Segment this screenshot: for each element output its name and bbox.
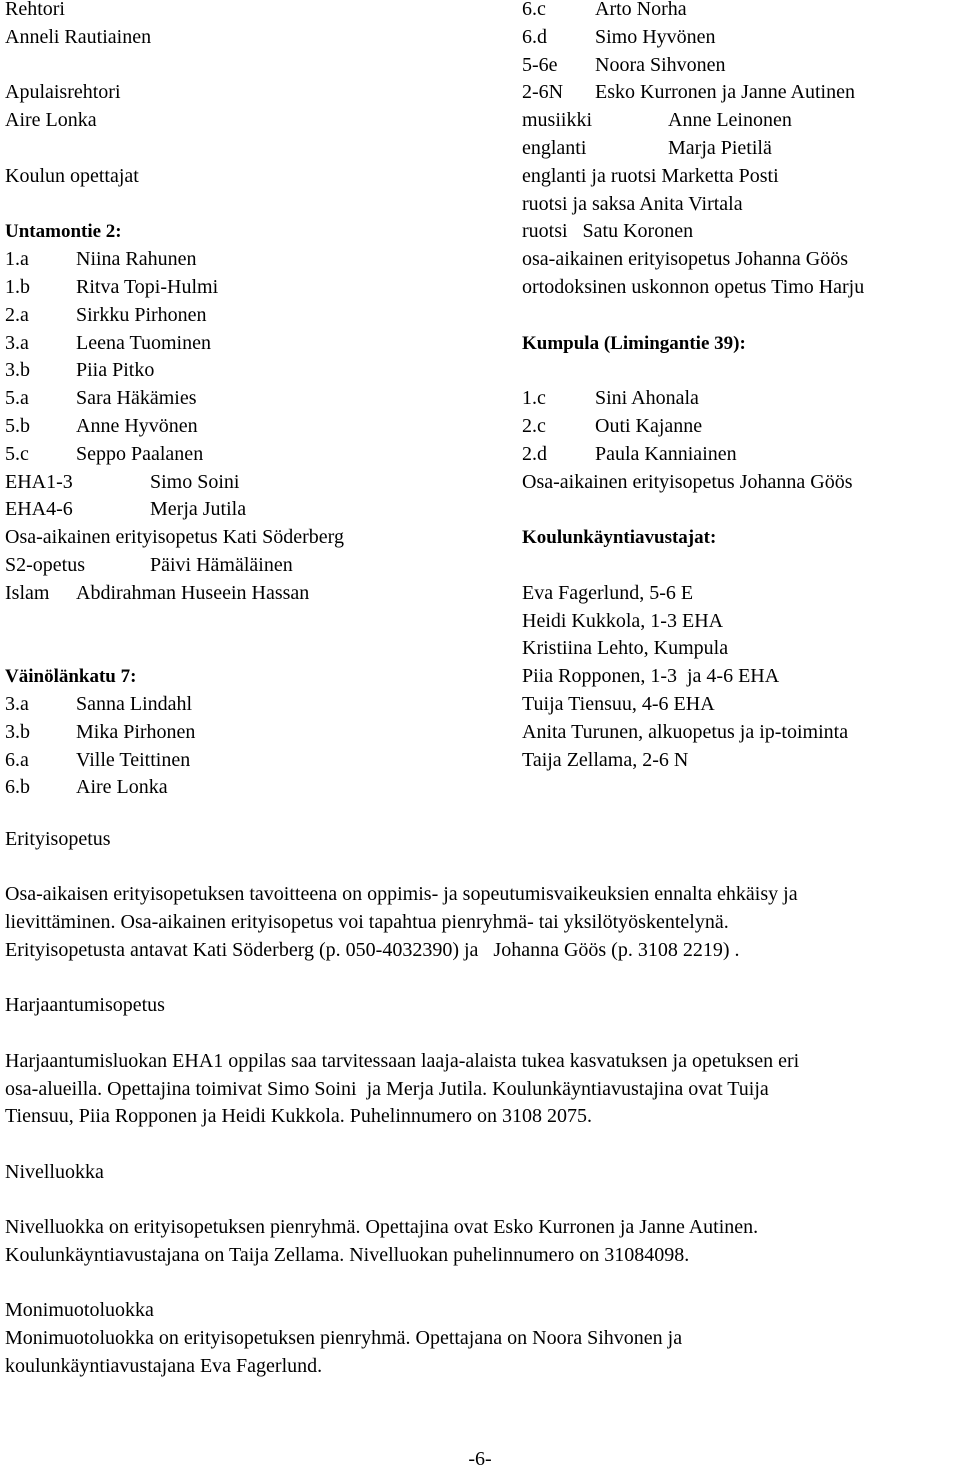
section-title-nivelluokka: Nivelluokka [5, 1160, 104, 1183]
list-item: englanti Marja Pietilä [522, 136, 772, 159]
list-item: Kristiina Lehto, Kumpula [522, 637, 729, 660]
list-item: 2.c Outi Kajanne [522, 414, 703, 437]
list-item: Piia Ropponen, 1-3 ja 4-6 EHA [522, 665, 780, 688]
list-item: Eva Fagerlund, 5-6 E [522, 581, 694, 604]
paragraph-line: Erityisopetusta antavat Kati Söderberg (p. 050-4032390) ja Johanna Göös (p. 3108 2219) . [5, 938, 740, 961]
paragraph-line: osa-alueilla. Opettajina toimivat Simo Soini ja Merja Jutila. Koulunkäyntiavustajina ovat Tuija [5, 1077, 769, 1100]
list-item: ortodoksinen uskonnon opetus Timo Harju [522, 275, 865, 298]
list-item: Osa-aikainen erityisopetus Johanna Göös [522, 470, 853, 493]
list-item: osa-aikainen erityisopetus Johanna Göös [522, 248, 849, 271]
list-item: englanti ja ruotsi Marketta Posti [522, 164, 779, 187]
list-item: 1.a Niina Rahunen [5, 248, 197, 271]
list-item: 2.a Sirkku Pirhonen [5, 303, 207, 326]
left-column [5, 0, 505, 802]
list-item: ruotsi Satu Koronen [522, 220, 694, 243]
list-item: 1.b Ritva Topi-Hulmi [5, 275, 219, 298]
section-title-erityisopetus: Erityisopetus [5, 828, 111, 850]
list-item: 6.c Arto Norha [522, 0, 687, 20]
avustajat-heading: Koulunkäyntiavustajat: [522, 527, 717, 549]
list-item: 2.d Paula Kanniainen [522, 442, 737, 465]
list-item: Osa-aikainen erityisopetus Kati Söderberg [5, 526, 344, 549]
list-item: Anita Turunen, alkuopetus ja ip-toiminta [522, 720, 849, 743]
list-item: 6.a Ville Teittinen [5, 748, 191, 771]
paragraph-line: koulunkäyntiavustajana Eva Fagerlund. [5, 1354, 323, 1377]
apulaisrehtori-name: Aire Lonka [5, 109, 97, 132]
section-title-harjaantumisopetus: Harjaantumisopetus [5, 994, 165, 1017]
paragraph-line: Osa-aikaisen erityisopetuksen tavoitteena on oppimis- ja sopeutumisvaikeuksien ennalta ehkäisy ja [5, 883, 798, 906]
kumpula-heading: Kumpula (Limingantie 39): [522, 332, 746, 354]
right-column [522, 0, 960, 774]
list-item: musiikki Anne Leinonen [522, 109, 792, 132]
rehtori-title: Rehtori [5, 0, 65, 20]
paragraph-line: Tiensuu, Piia Ropponen ja Heidi Kukkola. Puhelinnumero on 3108 2075. [5, 1105, 593, 1128]
untamontie-heading: Untamontie 2: [5, 221, 122, 243]
section-title-monimuotoluokka: Monimuotoluokka [5, 1299, 154, 1322]
teachers-title: Koulun opettajat [5, 164, 139, 187]
list-item: 1.c Sini Ahonala [522, 387, 699, 410]
apulaisrehtori-title: Apulaisrehtori [5, 81, 121, 104]
list-item: 5.c Seppo Paalanen [5, 442, 204, 465]
list-item: 3.a Sanna Lindahl [5, 692, 193, 715]
list-item: 5-6e Noora Sihvonen [522, 53, 726, 76]
list-item: Tuija Tiensuu, 4-6 EHA [522, 692, 715, 715]
list-item: Islam Abdirahman Huseein Hassan [5, 581, 310, 604]
paragraph-line: Monimuotoluokka on erityisopetuksen pienryhmä. Opettajana on Noora Sihvonen ja [5, 1327, 683, 1350]
list-item: 3.a Leena Tuominen [5, 331, 211, 354]
paragraph-line: Harjaantumisluokan EHA1 oppilas saa tarvitessaan laaja-alaista tukea kasvatuksen ja opetuksen eri [5, 1049, 800, 1072]
paragraph-line: Koulunkäyntiavustajana on Taija Zellama. Nivelluokan puhelinnumero on 31084098. [5, 1243, 690, 1266]
list-item: EHA1-3 Simo Soini [5, 470, 240, 493]
list-item: 3.b Mika Pirhonen [5, 720, 196, 743]
list-item: 5.a Sara Häkämies [5, 387, 197, 410]
list-item: 5.b Anne Hyvönen [5, 414, 198, 437]
list-item: S2-opetus Päivi Hämäläinen [5, 553, 293, 576]
sections [5, 826, 960, 1381]
list-item: 6.d Simo Hyvönen [522, 25, 716, 48]
rehtori-name: Anneli Rautiainen [5, 25, 152, 48]
paragraph-line: Nivelluokka on erityisopetuksen pienryhmä. Opettajina ovat Esko Kurronen ja Janne Autinen. [5, 1216, 759, 1239]
list-item: 3.b Piia Pitko [5, 359, 155, 382]
vainolankatu-heading: Väinölänkatu 7: [5, 666, 137, 688]
list-item: EHA4-6 Merja Jutila [5, 498, 247, 521]
list-item: Heidi Kukkola, 1-3 EHA [522, 609, 724, 632]
list-item: ruotsi ja saksa Anita Virtala [522, 192, 743, 215]
list-item: Taija Zellama, 2-6 N [522, 748, 689, 771]
list-item: 2-6N Esko Kurronen ja Janne Autinen [522, 81, 855, 104]
page-number: -6- [468, 1448, 492, 1470]
paragraph-line: lievittäminen. Osa-aikainen erityisopetus voi tapahtua pienryhmä- tai yksilötyöskentelynä. [5, 911, 729, 934]
list-item: 6.b Aire Lonka [5, 776, 168, 799]
